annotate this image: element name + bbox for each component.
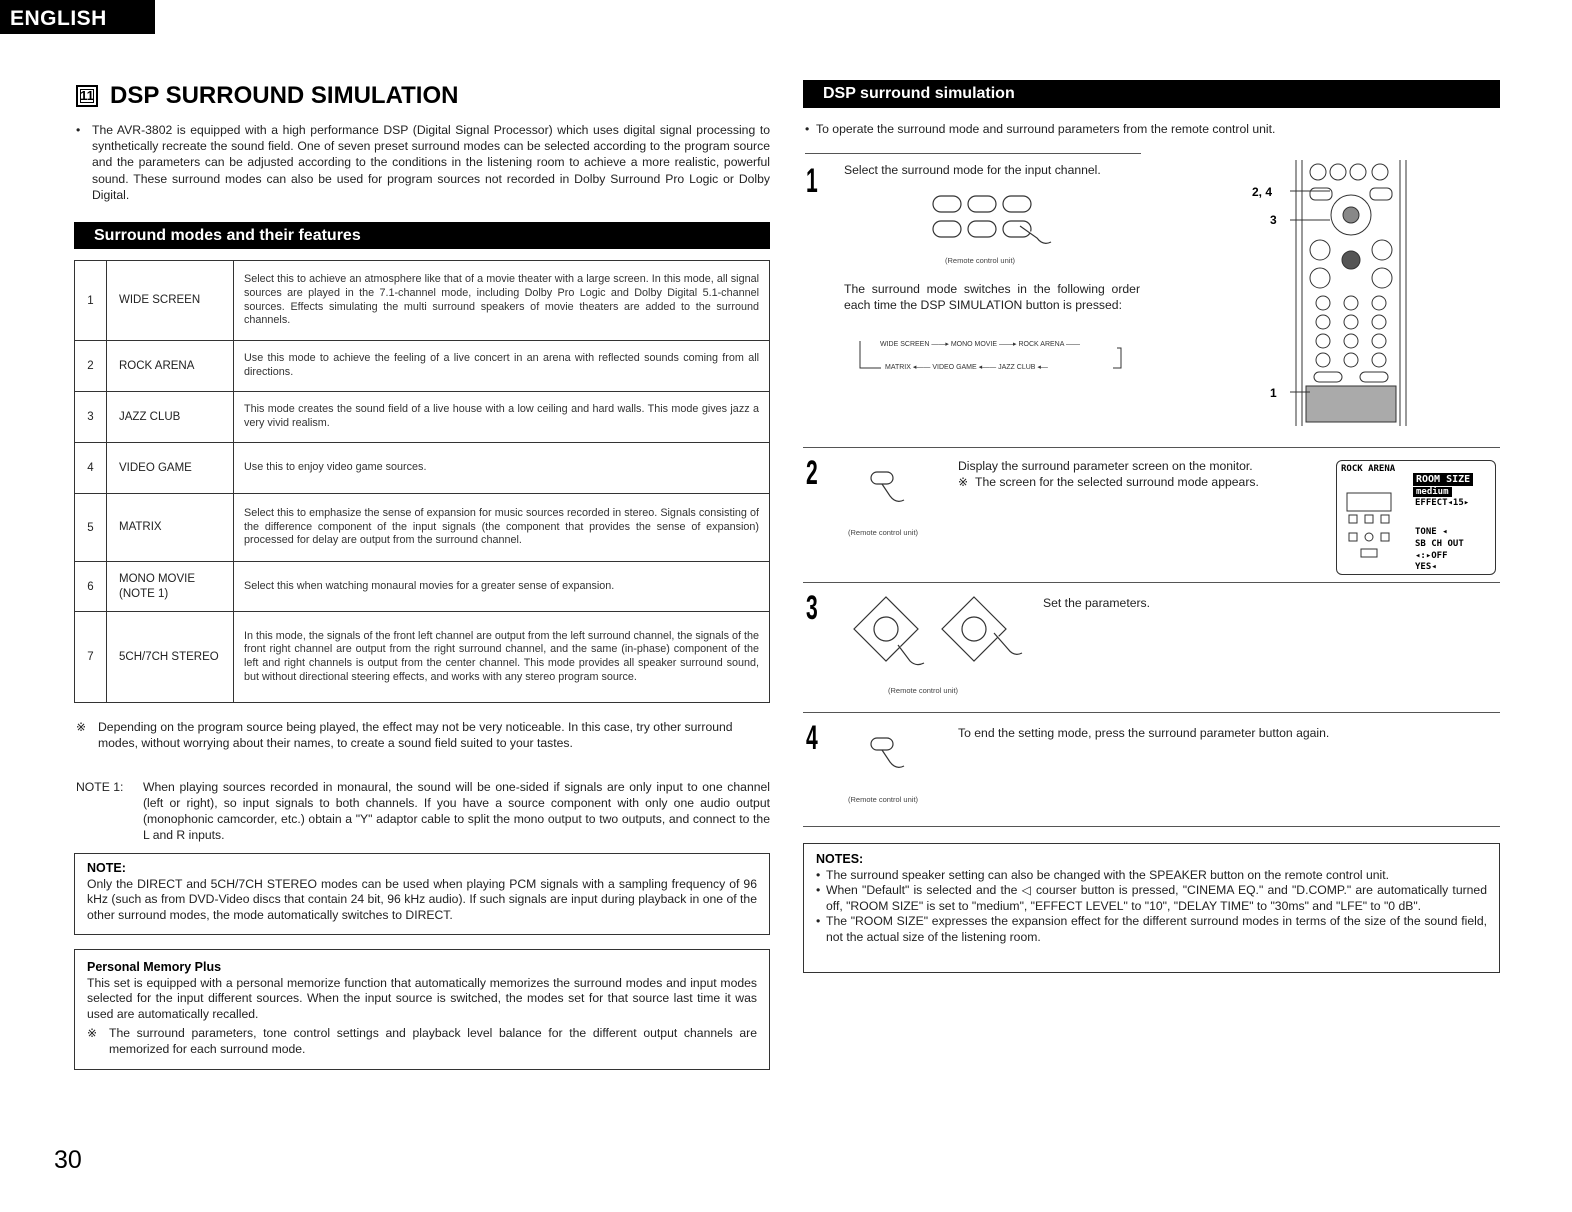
star-note-text: Depending on the program source being played, the effect may not be very noticeable. In this case, try other surround modes, without worrying about their names, to create a sound field suited to your tastes. [98,720,733,751]
mode-name: WIDE SCREEN [107,261,234,341]
remote-label: 1 [1270,386,1277,400]
mode-description: This mode creates the sound field of a live house with a low ceiling and hard walls. This mode gives jazz a very vivid realism. [234,392,770,443]
step-2-text: Display the surround parameter screen on the monitor. [958,459,1253,473]
sequence-row-2: MATRIX ◂—— VIDEO GAME ◂—— JAZZ CLUB ◂— [885,364,1048,371]
mode-description: In this mode, the signals of the front left channel are output from the left surround channel, the signals of the front right channel are output from the right surround channel, and the same (in-phase) component of the left and right channels is output from the center channel. This mode provides all speaker surround sound, but without directional steering effects, and works with any stereo program source. [234,612,770,703]
caption: (Remote control unit) [848,528,919,537]
step-4-number: 4 [806,719,818,757]
pointing-hand-icon [898,645,924,665]
remote-label: 3 [1270,213,1277,227]
cursor-center-icon [962,617,986,641]
notes-box [803,843,1500,973]
osd-line: ROOM SIZE [1413,473,1473,486]
table-row [75,443,770,494]
section-title [76,82,458,110]
note-1-text: When playing sources recorded in monaural, the sound will be one-sided if signals are only input to one channel (left or right), so input signals to both channels. If you have a source component with only one audio output (monophonic camcorder, etc.) obtain a "Y" adaptor cable to split the mono output to two outputs, and connect to the L and R inputs. [143,780,770,842]
step-1-text-2: The surround mode switches in the following order each time the DSP SIMULATION button is pressed: [844,282,1140,312]
sequence-item: JAZZ CLUB [998,364,1036,371]
right-section-title: DSP surround simulation [803,80,1500,108]
remote-control-illustration [1290,160,1412,426]
pmp-star-note [87,1026,757,1057]
reference-mark-icon: ※ [76,720,87,734]
step-2-note [958,474,1318,490]
osd-line: SB CH OUT [1415,539,1464,549]
osd-line: ◂:▸OFF [1415,551,1448,561]
row-number: 3 [75,392,107,443]
mode-name: 5CH/7CH STEREO [107,612,234,703]
cursor-buttons-illustration [848,593,1028,669]
step-1-number: 1 [806,162,818,200]
modes-table [74,260,770,703]
divider [803,582,1500,583]
bullet-icon: • [76,123,81,137]
sequence-item: ROCK ARENA [1018,341,1065,348]
reference-mark-icon: ※ [958,475,969,489]
sequence-row-1: WIDE SCREEN ——▸ MONO MOVIE ——▸ ROCK ARENA —— [880,341,1080,348]
row-number: 6 [75,562,107,612]
mode-button-icon [968,196,996,212]
osd-speaker-icons [1345,491,1395,563]
table-row [75,562,770,612]
button-icon [871,738,893,750]
mode-button-icon [968,221,996,237]
section-number: 11 [76,85,98,107]
surround-parameter-button-illustration [868,736,928,776]
mode-name-line: MONO MOVIE [119,572,196,585]
sequence-item: MONO MOVIE [950,341,998,348]
divider [805,153,1141,154]
row-number: 1 [75,261,107,341]
page-number: 30 [54,1146,82,1174]
sequence-item: VIDEO GAME [932,364,977,371]
mode-name [107,562,234,612]
note-box [74,853,770,935]
modes-table-title: Surround modes and their features [74,222,770,249]
table-row [75,392,770,443]
osd-line: EFFECT◂15▸ [1415,498,1470,508]
button-icon [871,472,893,484]
personal-memory-plus-box [74,949,770,1070]
pointing-hand-icon [882,484,904,501]
step-3-text: Set the parameters. [1043,596,1151,610]
pmp-text: This set is equipped with a personal memorize function that automatically memorizes the surround modes and input modes selected for the input different sources. When the input source is switched, the modes set for that source last time it was used are automatically recalled. [87,975,757,1021]
reference-mark-icon: ※ [87,1026,98,1041]
divider [803,826,1500,827]
mode-name-note: (NOTE 1) [119,587,169,600]
list-item: • The "ROOM SIZE" expresses the expansion effect for the different surround modes in terms of the size of the sound field, not the actual size of the listening room. [816,914,1487,945]
row-number: 5 [75,494,107,562]
sequence-item: WIDE SCREEN [880,341,930,348]
osd-mode-name: ROCK ARENA [1341,464,1396,474]
sequence-item: MATRIX [885,364,911,371]
step-4-text: To end the setting mode, press the surround parameter button again. [958,726,1330,740]
divider [803,712,1500,713]
mode-description: Select this to achieve an atmosphere like that of a movie theater with a large screen. In this mode, all signal sources are played in the 7.1-channel mode, including Dolby Pro Logic and Dolby Digital 5.1-channel sources. Effects simulating the multi surround speakers of movie theaters are added to the surround channels. [234,261,770,341]
pointing-hand-icon [994,633,1022,654]
mode-description: Select this when watching monaural movies for a greater sense of expansion. [234,562,770,612]
intro-paragraph [76,122,770,203]
osd-line: medium [1413,487,1452,497]
osd-screen-illustration [1336,460,1496,575]
row-number: 7 [75,612,107,703]
note-1 [76,779,770,843]
cursor-center-icon [874,617,898,641]
mode-description: Use this to enjoy video game sources. [234,443,770,494]
pointing-hand-icon [882,750,904,767]
list-item: • When "Default" is selected and the ◁ courser button is pressed, "CINEMA EQ." and "D.COMP." are automatically turned off, "ROOM SIZE" is set to "medium", "EFFECT LEVEL" to "10", "DELAY TIME" to "30ms" and "LFE" to "0 dB". [816,883,1487,914]
notes-title: NOTES: [816,852,864,866]
intro-text: The AVR-3802 is equipped with a high performance DSP (Digital Signal Processor) which uses digital signal processing to synthetically recreate the sound field. One of seven preset surround modes can be selected according to the program source and the parameters can be adjusted according to the conditions in the listening room to achieve a more realistic, powerful sound. These surround modes can also be used for program sources not recorded in Dolby Surround Pro Logic or Dolby Digital. [92,123,770,202]
pmp-title: Personal Memory Plus [87,960,222,974]
mode-button-icon [1003,221,1031,237]
row-number: 4 [75,443,107,494]
divider [803,447,1500,448]
list-item: • The surround speaker setting can also be changed with the SPEAKER button on the remote control unit. [816,868,1487,884]
caption: (Remote control unit) [888,686,959,695]
mode-description: Select this to emphasize the sense of expansion for music sources recorded in stereo. Signals consisting of the difference component of the input signals (the component that provides the sense of expansion) processed for delay are output from the surround channel. [234,494,770,562]
surround-parameter-button-illustration [868,470,928,510]
pmp-star-text: The surround parameters, tone control settings and playback level balance for the different output channels are memorized for each surround mode. [109,1026,757,1056]
table-row [75,341,770,392]
mode-button-icon [933,196,961,212]
step-2-number: 2 [806,454,818,492]
step-2-note-text: The screen for the selected surround mode appears. [975,475,1259,489]
osd-line: YES◂ [1415,562,1437,572]
caption: (Remote control unit) [945,256,1016,265]
note-box-title: NOTE: [87,861,126,875]
mode-button-icon [933,221,961,237]
remote-label: 2, 4 [1252,185,1273,199]
note-box-text: Only the DIRECT and 5CH/7CH STEREO modes can be used when playing PCM signals with a sampling frequency of 96 kHz (such as from DVD-Video discs that contain 24 bit, 96 kHz audio). If such signals are input during playback in one of the other surround modes, the mode automatically switches to DIRECT. [87,876,757,922]
table-row [75,261,770,341]
bullet-icon: • [805,122,817,136]
star-note [76,719,766,751]
mode-button-icon [1003,196,1031,212]
notes-list [816,868,1487,946]
note-1-label: NOTE 1: [76,780,124,794]
mode-name: VIDEO GAME [107,443,234,494]
section-title-text: DSP SURROUND SIMULATION [110,82,459,109]
right-intro [805,122,1275,136]
language-tab: ENGLISH [0,0,155,34]
mode-name: MATRIX [107,494,234,562]
mode-description: Use this mode to achieve the feeling of a live concert in an arena with reflected sounds coming from all directions. [234,341,770,392]
row-number: 2 [75,341,107,392]
step-1-text: Select the surround mode for the input channel. [844,163,1101,177]
mode-name: JAZZ CLUB [107,392,234,443]
osd-line: TONE ◂ [1415,527,1448,537]
surround-buttons-illustration [925,186,1065,252]
table-row [75,612,770,703]
caption: (Remote control unit) [848,795,919,804]
table-row [75,494,770,562]
right-intro-text: To operate the surround mode and surround parameters from the remote control unit. [816,122,1276,136]
step-3-number: 3 [806,589,818,627]
mode-name: ROCK ARENA [107,341,234,392]
